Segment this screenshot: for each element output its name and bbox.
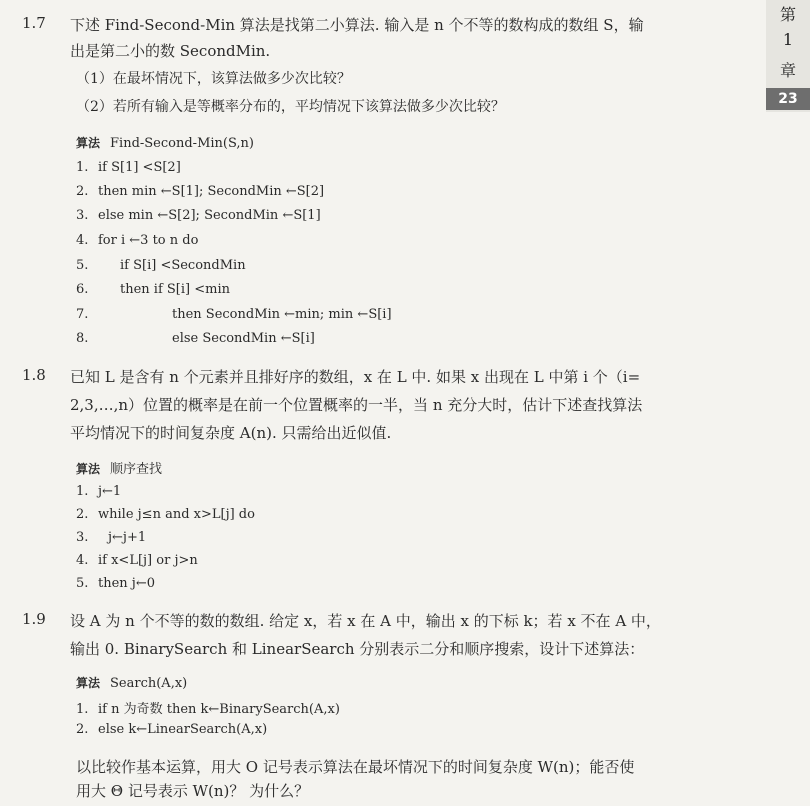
code-text: if n 为奇数 then k←BinarySearch(A,x): [98, 702, 340, 717]
line-number: 3.: [76, 208, 89, 223]
line-number: 8.: [76, 331, 89, 346]
line-number: 2.: [76, 184, 89, 199]
line-number: 2.: [76, 722, 89, 737]
chapter-char-3: 章: [779, 61, 796, 80]
line-number: 1.: [76, 702, 89, 717]
exercise-text-line: 以比较作基本运算，用大 O 记号表示算法在最坏情况下的时间复杂度 W(n)；能否使: [76, 758, 635, 776]
code-line: [76, 530, 146, 545]
algorithm-label: 算法: [76, 676, 101, 690]
line-number: 6.: [76, 282, 89, 297]
code-line: [76, 484, 121, 499]
code-line: [76, 507, 255, 522]
line-number: 4.: [76, 233, 89, 248]
exercise-text-line: 已知 L 是含有 n 个元素并且排好序的数组，x 在 L 中. 如果 x 出现在 L 中第 i 个（i=: [70, 368, 641, 386]
line-number: 1.: [76, 484, 89, 499]
code-text: if S[i] <SecondMin: [120, 258, 246, 273]
chapter-char-2: 1: [782, 30, 794, 49]
exercise-text-line: 2,3,…,n）位置的概率是在前一个位置概率的一半，当 n 充分大时，估计下述查找算法: [70, 396, 643, 414]
line-number: 5.: [76, 258, 89, 273]
algorithm-name: 顺序查找: [110, 462, 163, 477]
code-line: [76, 576, 155, 591]
code-text: while j≤n and x>L[j] do: [98, 507, 255, 522]
algorithm-label: 算法: [76, 136, 101, 150]
line-number: 5.: [76, 576, 89, 591]
code-line: [76, 722, 267, 737]
code-text: else min ←S[2]; SecondMin ←S[1]: [98, 208, 321, 223]
code-text: then j←0: [98, 576, 155, 591]
code-line: [76, 282, 230, 297]
code-line: [76, 331, 315, 346]
code-text: then if S[i] <min: [120, 282, 230, 297]
exercise-text-line: 出是第二小的数 SecondMin.: [70, 42, 271, 60]
code-text: j←j+1: [108, 530, 147, 545]
code-text: then min ←S[1]; SecondMin ←S[2]: [98, 184, 325, 199]
code-line: [76, 307, 392, 322]
code-text: else k←LinearSearch(A,x): [98, 722, 268, 737]
exercise-text-line: 输出 0. BinarySearch 和 LinearSearch 分别表示二分和顺序搜索，设计下述算法：: [70, 640, 645, 658]
chapter-tab: [766, 0, 810, 112]
code-text: if S[1] <S[2]: [98, 160, 181, 175]
code-text: else SecondMin ←S[i]: [172, 331, 315, 346]
exercise-number: 1.7: [22, 14, 46, 32]
algorithm-title: [76, 458, 162, 477]
algorithm-title: [76, 134, 254, 151]
line-number: 1.: [76, 160, 89, 175]
code-line: [76, 553, 198, 568]
algorithm-title: [76, 674, 187, 691]
code-text: then SecondMin ←min; min ←S[i]: [172, 307, 392, 322]
exercise-text-line: 设 A 为 n 个不等的数的数组. 给定 x，若 x 在 A 中，输出 x 的下标 k；若 x 不在 A 中，: [70, 612, 661, 630]
code-line: [76, 258, 246, 273]
line-number: 4.: [76, 553, 89, 568]
code-line: [76, 208, 321, 223]
line-number: 2.: [76, 507, 89, 522]
code-line: [76, 160, 181, 175]
code-text: j←1: [98, 484, 122, 499]
code-text: for i ←3 to n do: [98, 233, 199, 248]
code-text: if x<L[j] or j>n: [98, 553, 198, 568]
exercise-number: 1.8: [22, 366, 46, 384]
page-number: 23: [766, 88, 810, 110]
exercise-text-line: 平均情况下的时间复杂度 A(n). 只需给出近似值.: [70, 424, 392, 442]
exercise-text-line: 用大 Θ 记号表示 W(n)？ 为什么？: [76, 782, 310, 800]
exercise-number: 1.9: [22, 610, 46, 628]
line-number: 7.: [76, 307, 89, 322]
code-line: [76, 184, 324, 199]
line-number: 3.: [76, 530, 89, 545]
chapter-char-1: 第: [779, 5, 796, 24]
code-line: [76, 698, 340, 717]
exercise-text-line: 下述 Find-Second-Min 算法是找第二小算法. 输入是 n 个不等的数构成的数组 S，输: [70, 16, 644, 34]
sub-question: （1）在最坏情况下，该算法做多少次比较？: [76, 71, 351, 87]
code-line: [76, 233, 198, 248]
algorithm-name: Find-Second-Min(S,n): [110, 136, 255, 151]
sub-question: （2）若所有输入是等概率分布的，平均情况下该算法做多少次比较？: [76, 99, 505, 115]
algorithm-label: 算法: [76, 462, 101, 476]
algorithm-name: Search(A,x): [110, 676, 188, 691]
